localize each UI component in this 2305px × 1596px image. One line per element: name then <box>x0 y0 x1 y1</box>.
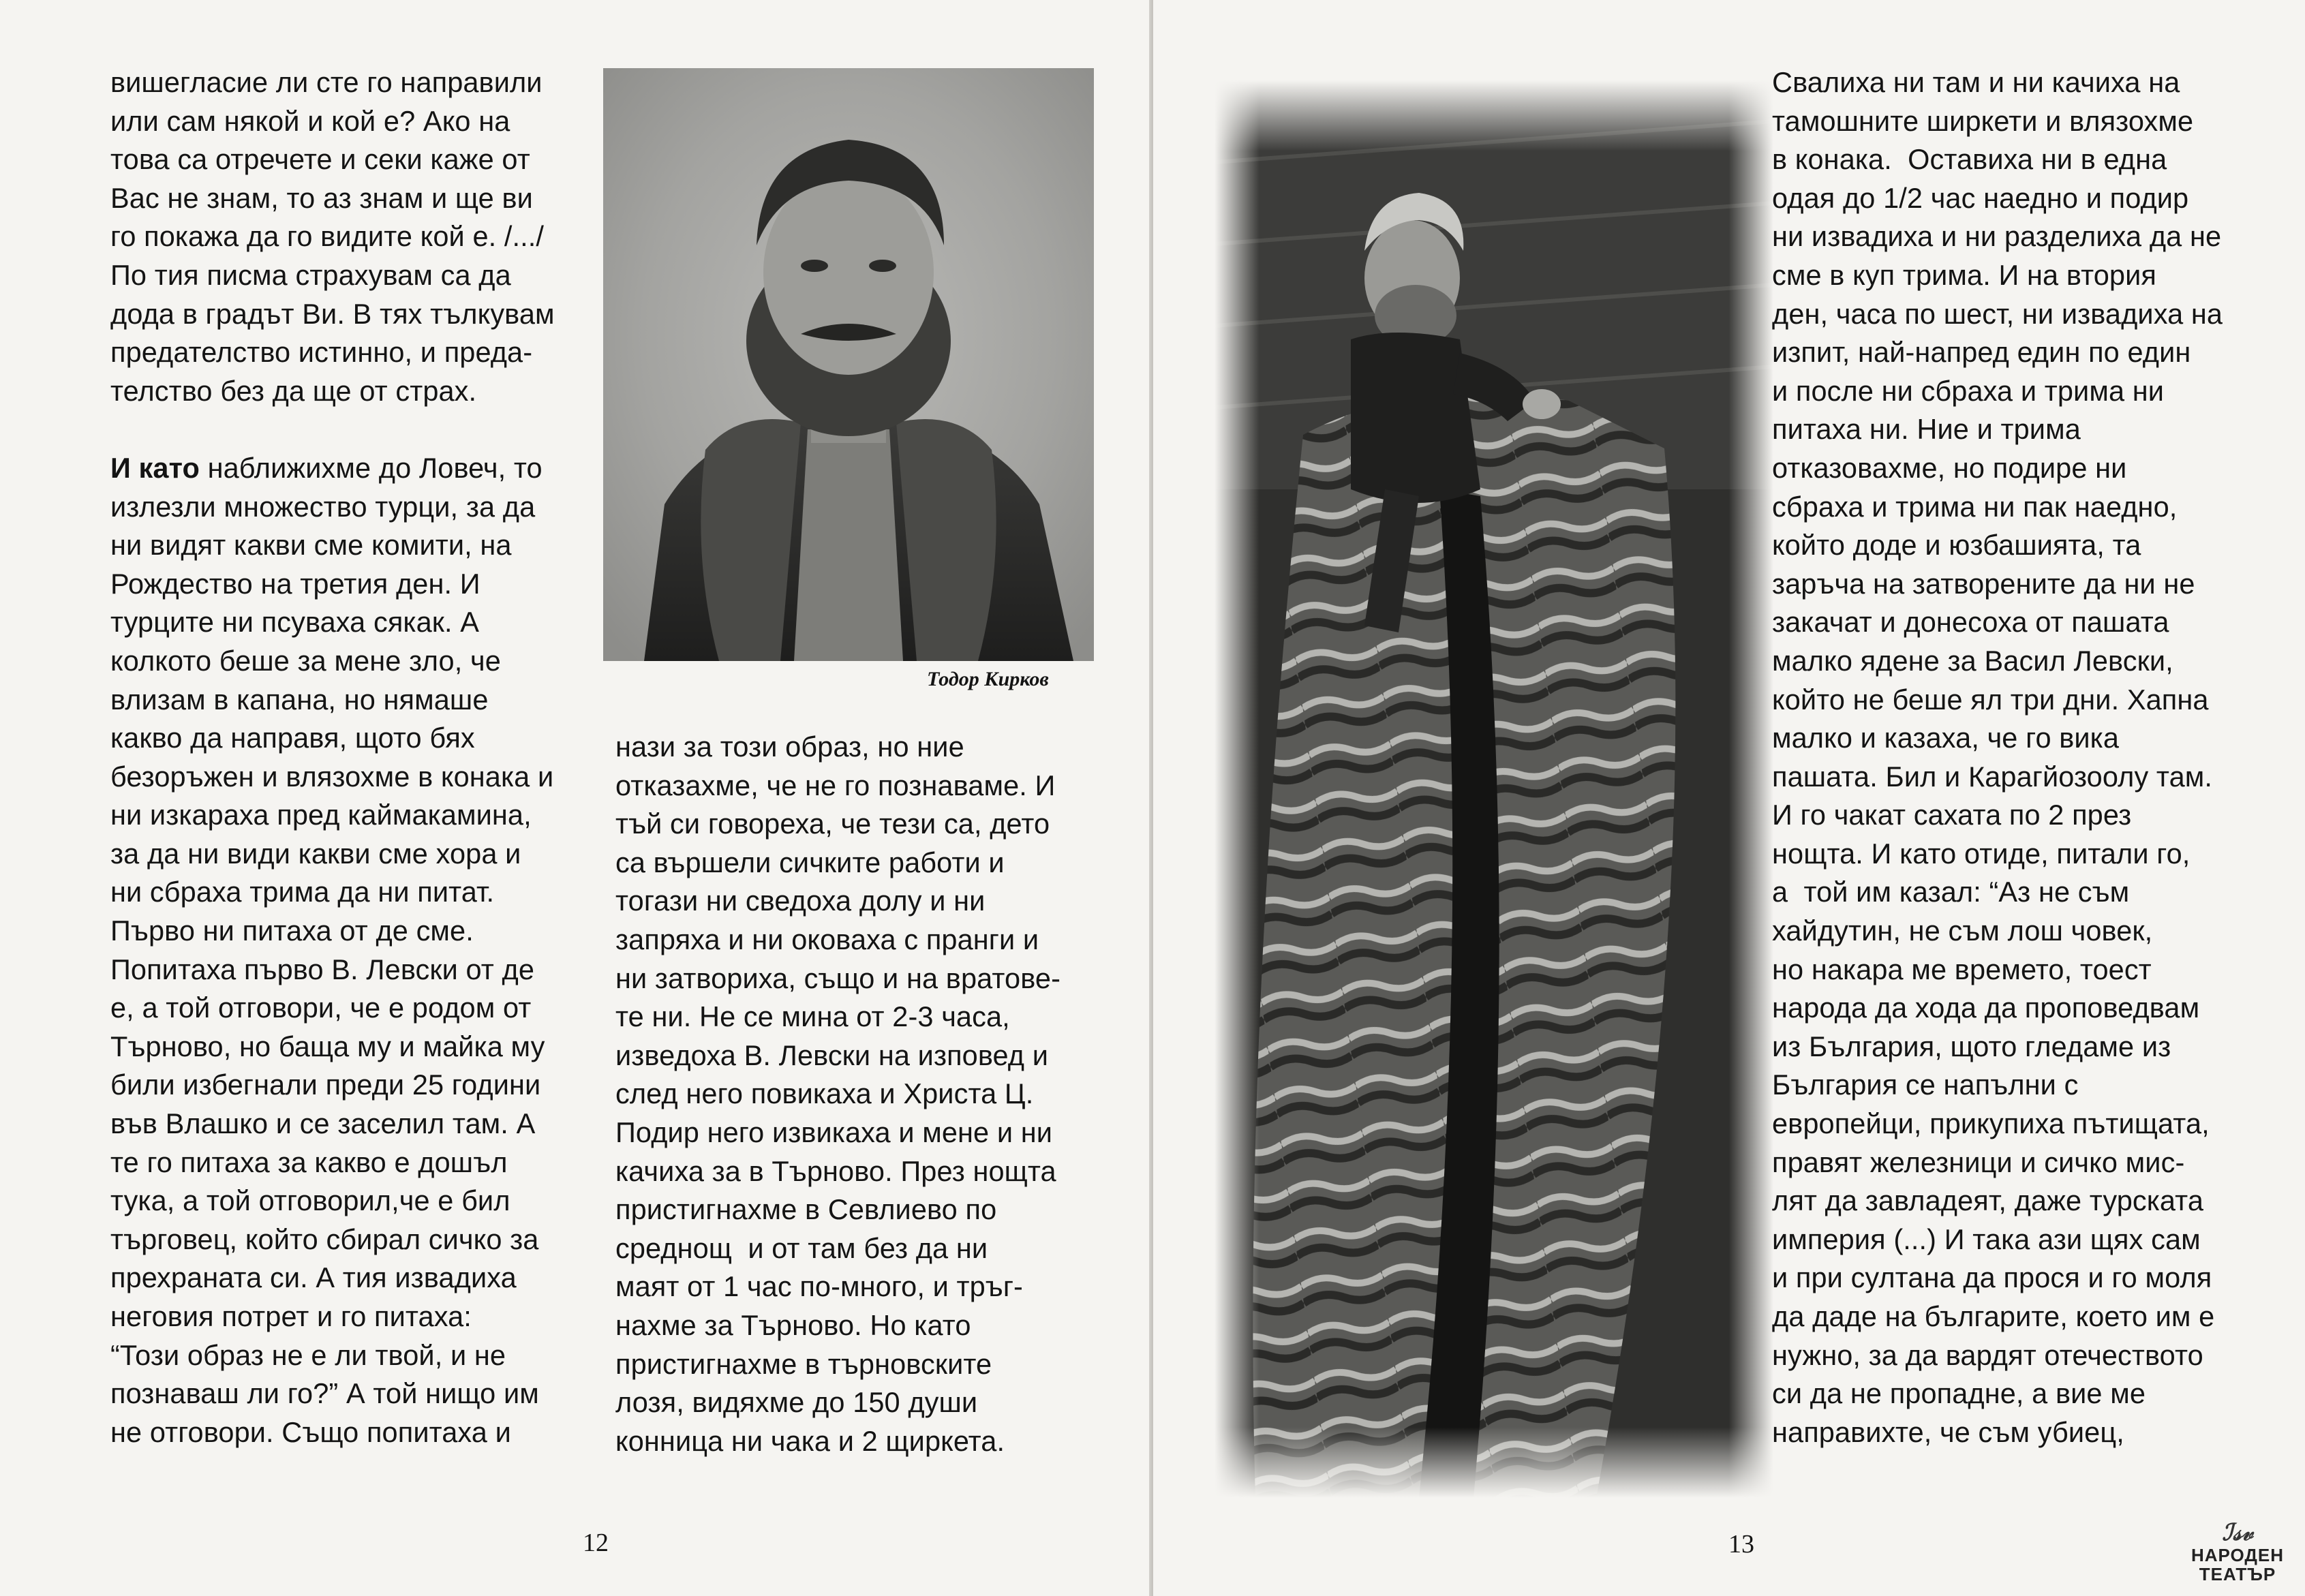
text-line: познаваш ли го?” А той нищо им <box>110 1377 539 1410</box>
right-column-text <box>1772 63 2223 1452</box>
text-line: закачат и донесоха от пашата <box>1772 606 2169 639</box>
text-line: са вършели сичките работи и <box>615 846 1005 878</box>
text-line: “Този образ не е ли твой, и не <box>110 1338 506 1371</box>
text-line: България се напълни с <box>1772 1069 2079 1101</box>
text-line: какво да направя, щото бях <box>110 722 475 754</box>
left-column2-text <box>615 728 1060 1460</box>
text-line: нужно, за да вардят отечеството <box>1772 1338 2203 1371</box>
text-line: телство без да ще от страх. <box>110 374 477 407</box>
text-line: тъй си говореха, че тези са, дето <box>615 808 1050 840</box>
text-line: в конака. Оставиха ни в една <box>1772 143 2167 176</box>
text-line: пристигнахме в Севлиево по <box>615 1193 997 1226</box>
text-line: а той им казал: “Аз не съм <box>1772 876 2130 908</box>
text-line: били избегнали преди 25 години <box>110 1069 541 1101</box>
text-line: неговия потрет и го питаха: <box>110 1300 472 1332</box>
text-line: Вас не знам, то аз знам и ще ви <box>110 181 533 214</box>
text-line: който не беше ял три дни. Хапна <box>1772 683 2209 716</box>
text-line: нощта. И като отиде, питали го, <box>1772 837 2190 870</box>
text-line: безоръжен и влязохме в конака и <box>110 760 554 793</box>
text-line: правят железници и сичко мис- <box>1772 1146 2185 1178</box>
national-theatre-logo <box>2180 1502 2295 1584</box>
text-line: маят от 1 час по-много, и тръг- <box>615 1270 1023 1303</box>
text-line: или сам някой и кой е? Ако на <box>110 104 510 137</box>
left-page <box>0 0 1152 1596</box>
text-line: отказахме, че не го познаваме. И <box>615 769 1056 801</box>
text-line: Попитаха първо В. Левски от де <box>110 953 535 985</box>
text-line: хайдутин, не съм лош човек, <box>1772 915 2153 947</box>
text-line: Свалиха ни там и ни качиха на <box>1772 66 2180 98</box>
text-line: тамошните ширкети и влязохме <box>1772 104 2194 137</box>
text-line: Рождество на третия ден. И <box>110 567 480 600</box>
text-line: който доде и юзбашията, та <box>1772 529 2141 562</box>
text-line: Първо ни питаха от де сме. <box>110 915 474 947</box>
text-line: ни затвориха, също и на вратове- <box>615 962 1060 994</box>
text-line: пашата. Бил и Карагйозоолу там. <box>1772 760 2213 793</box>
text-line: тогази ни сведоха долу и ни <box>615 885 986 917</box>
theatre-photo <box>1215 80 1773 1498</box>
text-line: го покажа да го видите кой е. /.../ <box>110 220 545 253</box>
text-line: заръча на затворените да ни не <box>1772 567 2195 600</box>
right-page <box>1153 0 2305 1596</box>
logo-line1: НАРОДЕН <box>2190 1545 2285 1565</box>
text-line: лозя, видяхме до 150 души <box>615 1386 978 1419</box>
text-line: лят да завладеят, даже турската <box>1772 1184 2203 1217</box>
page-number-left: 12 <box>583 1529 609 1557</box>
left-column-text <box>110 63 555 1452</box>
text-line: и при султана да прося и го моля <box>1772 1261 2212 1294</box>
text-line: не отговори. Също попитаха и <box>110 1415 511 1448</box>
text-line: си да не пропадне, а вие ме <box>1772 1377 2146 1410</box>
text-line: сме в куп трима. И на втория <box>1772 258 2156 291</box>
text-line: среднощ и от там без да ни <box>615 1231 988 1264</box>
text-line: Подир него извикаха и мене и ни <box>615 1116 1053 1148</box>
text-line: прехраната си. А тия извадиха <box>110 1261 517 1294</box>
text-line: предателство истинно, и преда- <box>110 336 533 369</box>
text-line: Търново, но баща му и майка му <box>110 1030 545 1062</box>
page-number-right: 13 <box>1728 1530 1754 1559</box>
text-line: излезли множество турци, за да <box>110 490 536 523</box>
text-line: тука, а той отговорил,че е бил <box>110 1184 510 1217</box>
text-line: изведоха В. Левски на изповед и <box>615 1039 1049 1071</box>
text-line: сбраха и трима ни пак наедно, <box>1772 490 2178 523</box>
logo-signature-mark: ℐ𝓈𝓋 <box>2222 1520 2253 1546</box>
text-line: малко ядене за Васил Левски, <box>1772 644 2173 677</box>
text-line: ни видят какви сме комити, на <box>110 529 512 562</box>
text-line: ден, часа по шест, ни извадиха на <box>1772 297 2223 330</box>
text-line: отказовахме, но подире ни <box>1772 451 2127 484</box>
text-line: е, а той отговори, че е родом от <box>110 992 532 1024</box>
text-line: колкото беше за мене зло, че <box>110 644 501 677</box>
bold-lead: И като <box>110 451 200 484</box>
text-line: след него повикаха и Христа Ц. <box>615 1077 1034 1110</box>
text-line: изпит, най-напред един по един <box>1772 336 2191 369</box>
text-line: качиха за в Търново. През нощта <box>615 1154 1056 1187</box>
text-line: турците ни псуваха сякак. А <box>110 606 480 639</box>
text-line: търговец, който сбирал сичко за <box>110 1223 539 1255</box>
text-line: запряха и ни оковаха с пранги и <box>615 923 1039 955</box>
text-line: европейци, прикупиха пътищата, <box>1772 1107 2210 1140</box>
text-line: империя (...) И така ази щях сам <box>1772 1223 2201 1255</box>
text-line: одая до 1/2 час наедно и подир <box>1772 181 2189 214</box>
text-line: конница ни чака и 2 щиркета. <box>615 1424 1005 1457</box>
logo-line2: ТЕАТЪР <box>2199 1564 2276 1584</box>
text-line: но накара ме времето, тоест <box>1772 953 2152 985</box>
text-line: И го чакат сахата по 2 през <box>1772 799 2132 831</box>
text-line: дода в градът Ви. В тях тълкувам <box>110 297 555 330</box>
text-line: влизам в капана, но нямаше <box>110 683 489 716</box>
portrait-photo <box>603 68 1094 661</box>
text-line: По тия писма страхувам са да <box>110 258 511 291</box>
text-line: нахме за Търново. Но като <box>615 1308 971 1341</box>
text-line: да даде на българите, което им е <box>1772 1300 2215 1332</box>
text-line: ни извадиха и ни разделиха да не <box>1772 220 2222 253</box>
text-line: малко и казаха, че го вика <box>1772 722 2120 754</box>
text-line: нази за този образ, но ние <box>615 731 964 763</box>
show-through-text <box>906 1465 913 1491</box>
text-line: народа да хода да проповедвам <box>1772 992 2200 1024</box>
text-line: пристигнахме в търновските <box>615 1347 992 1380</box>
text-line: питаха ни. Ние и трима <box>1772 413 2081 446</box>
text-line: това са отречете и секи каже от <box>110 143 530 176</box>
photo-caption: Тодор Кирков <box>927 668 1049 690</box>
text-line: из България, щото гледаме из <box>1772 1030 2171 1062</box>
text-line: вишегласие ли сте го направили <box>110 66 543 98</box>
text-line: направихте, че съм убиец, <box>1772 1415 2124 1448</box>
text-line: те го питаха за какво е дошъл <box>110 1146 508 1178</box>
text-line: ни изкараха пред каймакамина, <box>110 799 532 831</box>
text-line: и после ни сбраха и трима ни <box>1772 374 2165 407</box>
text-line: за да ни види какви сме хора и <box>110 837 521 870</box>
text-line: И като наближихме до Ловеч, то <box>110 451 543 484</box>
text-line: те ни. Не се мина от 2-3 часа, <box>615 1000 1010 1033</box>
text-line: ни сбраха трима да ни питат. <box>110 876 495 908</box>
text-line: във Влашко и се заселил там. А <box>110 1107 536 1140</box>
text-line <box>110 410 555 449</box>
